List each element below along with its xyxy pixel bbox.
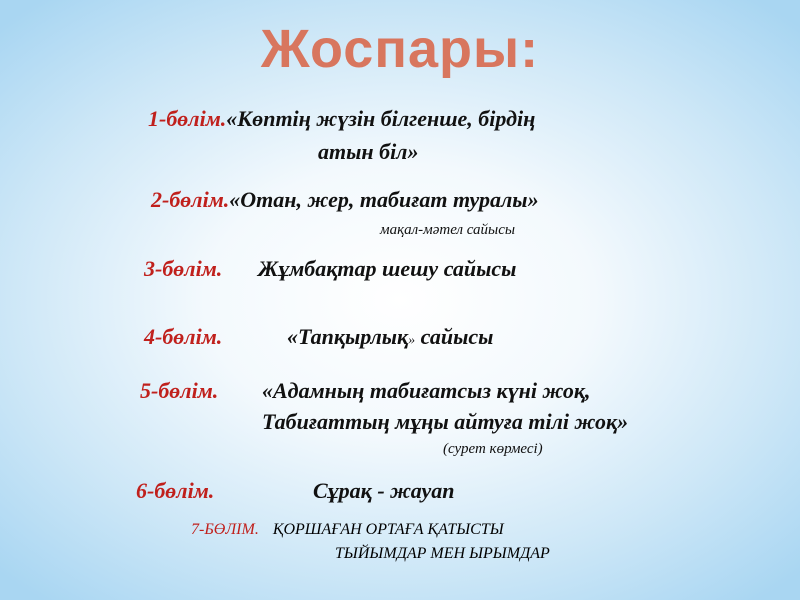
section-1-line-1	[148, 106, 535, 132]
section-4-text-open: «Тапқырлық	[287, 324, 409, 349]
section-6-text: Сұрақ - жауап	[313, 478, 455, 503]
section-2-note: мақал-мәтел сайысы	[380, 222, 516, 238]
section-7-label: 7-БӨЛІМ.	[191, 521, 259, 538]
section-5-line-1: «Адамның табиғатсыз күні жоқ,	[262, 378, 591, 403]
section-6-label: 6-бөлім.	[136, 478, 215, 503]
section-2-label: 2-бөлім.	[151, 187, 230, 212]
section-3-label: 3-бөлім.	[144, 256, 223, 281]
section-1-line-2: атын біл»	[318, 139, 419, 164]
section-5-line-2: Табиғаттың мұңы айтуға тілі жоқ»	[262, 409, 629, 434]
slide-title: Жоспары:	[260, 19, 540, 79]
section-7-line-1	[191, 521, 504, 539]
section-4-label: 4-бөлім.	[144, 324, 223, 349]
section-2-text: «Отан, жер, табиғат туралы»	[229, 187, 539, 212]
section-4-text-close: »	[408, 333, 416, 348]
section-7-line-2: ТЫЙЫМДАР МЕН ЫРЫМДАР	[335, 545, 550, 562]
section-1-label: 1-бөлім.	[148, 106, 227, 131]
section-4-text	[287, 324, 493, 350]
section-5-label: 5-бөлім.	[140, 378, 219, 403]
section-3-text: Жұмбақтар шешу сайысы	[258, 256, 517, 281]
section-2-line-1	[151, 187, 539, 213]
section-1-text: «Көптің жүзін білгенше, бірдің	[226, 106, 536, 131]
section-7-text: ҚОРШАҒАН ОРТАҒА ҚАТЫСТЫ	[272, 521, 504, 538]
section-5-note: (сурет көрмесі)	[443, 441, 543, 457]
section-4-text-after: сайысы	[415, 324, 494, 349]
